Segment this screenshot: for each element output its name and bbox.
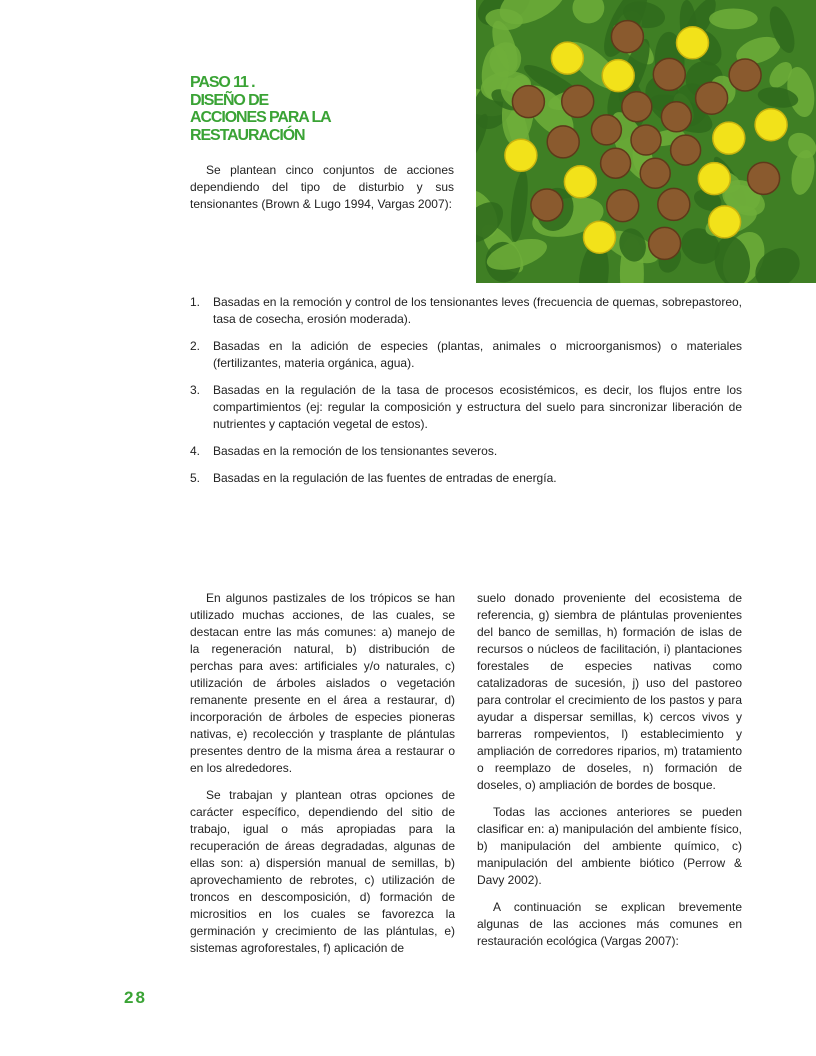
list-text: Basadas en la remoción y control de los tensionantes leves (frecuencia de quemas, sobrepastoreo, tasa de cosecha, erosión moderada). — [213, 295, 742, 326]
list-item — [190, 338, 742, 372]
right-column — [477, 590, 742, 960]
yellow-flower-head — [584, 221, 616, 253]
yellow-flower-head — [551, 42, 583, 74]
list-number: 3. — [190, 383, 201, 397]
brown-flower-head — [607, 190, 639, 222]
title-line-3: ACCIONES PARA LA — [190, 109, 331, 126]
yellow-flower-head — [698, 163, 730, 195]
brown-flower-head — [562, 85, 594, 117]
brown-flower-head — [611, 21, 643, 53]
list-item — [190, 382, 742, 433]
body-paragraph: A continuación se explican brevemente algunas de las acciones más comunes en restauración ecológica (Vargas 2007): — [477, 900, 742, 948]
page-number: 28 — [124, 988, 147, 1007]
left-column — [190, 590, 455, 967]
yellow-flower-head — [564, 166, 596, 198]
brown-flower-head — [696, 82, 728, 114]
body-paragraph: Se trabajan y plantean otras opciones de carácter específico, dependiendo del sitio de trabajo, igual o más apropiadas para la recuperación de áreas degradadas, algunas de ellas son: a) dispersión manual de semillas, b) aprovechamiento de rebrotes, c) utilización de troncos en descomposición, d) formación de micrositios en los cuales se favorezca la germinación y crecimiento de las plántulas, e) sistemas agroforestales, f) aplicación de — [190, 788, 455, 955]
yellow-flower-head — [709, 206, 741, 238]
list-item — [190, 443, 742, 460]
list-number: 1. — [190, 295, 201, 309]
body-paragraph: En algunos pastizales de los trópicos se han utilizado muchas acciones, de las cuales, se destacan entre las más comunes: a) manejo de la regeneración natural, b) distribución de perchas para aves: artificiales y/o naturales, c) utilización de árboles aislados o vegetación remanente presente en el área a restaurar, d) incorporación de árboles de especies pioneras nativas, e) recolección y trasplante de plántulas presentes dentro de la misma área a restaurar o en los alrededores. — [190, 591, 455, 775]
brown-flower-head — [547, 126, 579, 158]
title-line-4: RESTAURACIÓN — [190, 126, 305, 144]
yellow-flower-head — [505, 139, 537, 171]
brown-flower-head — [729, 59, 761, 91]
brown-flower-head — [631, 125, 661, 155]
brown-flower-head — [653, 58, 685, 90]
list-number: 2. — [190, 339, 201, 353]
body-paragraph: Todas las acciones anteriores se pueden clasificar en: a) manipulación del ambiente físico, b) manipulación del ambiente químico, c) manipulación del ambiente biótico (Perrow & Davy 2002). — [477, 805, 742, 887]
brown-flower-head — [658, 188, 690, 220]
list-text: Basadas en la adición de especies (plantas, animales o microorganismos) o materiales (fertilizantes, materia orgánica, agua). — [213, 339, 742, 370]
brown-flower-head — [622, 92, 652, 122]
yellow-flower-head — [677, 27, 709, 59]
intro-paragraph: Se plantean cinco conjuntos de acciones dependiendo del tipo de disturbio y sus tensionantes (Brown & Lugo 1994, Vargas 2007): — [190, 163, 454, 211]
yellow-flower-head — [755, 109, 787, 141]
list-number: 4. — [190, 444, 201, 458]
brown-flower-head — [601, 148, 631, 178]
body-paragraph: suelo donado proveniente del ecosistema de referencia, g) siembra de plántulas provenientes del banco de semillas, h) formación de islas de recursos o núcleos de facilitación, i) plantaciones forestales de especies nativas como catalizadoras de sucesión, j) uso del pastoreo para controlar el crecimiento de los pastos y para ayudar a dispersar semillas, k) cercos vivos y barreras rompevientos, l) establecimiento y ampliación de corredores riparios, m) tratamiento o reemplazo de doseles, n) formación de doseles, o) ampliación de bordes de bosque. — [477, 591, 742, 792]
yellow-flower-head — [713, 122, 745, 154]
section-title — [190, 74, 450, 144]
brown-flower-head — [531, 189, 563, 221]
title-line-1: PASO 11 . — [190, 74, 255, 91]
list-text: Basadas en la remoción de los tensionantes severos. — [213, 444, 498, 458]
brown-flower-head — [512, 86, 544, 118]
yellow-flower-head — [602, 60, 634, 92]
brown-flower-head — [591, 115, 621, 145]
list-item — [190, 470, 742, 487]
list-text: Basadas en la regulación de las fuentes de entradas de energía. — [213, 471, 557, 485]
brown-flower-head — [661, 102, 691, 132]
brown-flower-head — [748, 162, 780, 194]
list-text: Basadas en la regulación de la tasa de procesos ecosistémicos, es decir, los flujos entre los compartimientos (ej: regular la composición y estructura del suelo para sincronizar liberación de nutrientes y captación vegetal de estos). — [213, 383, 742, 431]
list-number: 5. — [190, 471, 201, 485]
list-item — [190, 294, 742, 328]
title-line-2: DISEÑO DE — [190, 91, 269, 109]
plant-photo — [476, 0, 816, 283]
brown-flower-head — [649, 227, 681, 259]
leaf-shape — [709, 9, 758, 30]
actions-list — [190, 294, 742, 497]
brown-flower-head — [671, 135, 701, 165]
brown-flower-head — [640, 158, 670, 188]
